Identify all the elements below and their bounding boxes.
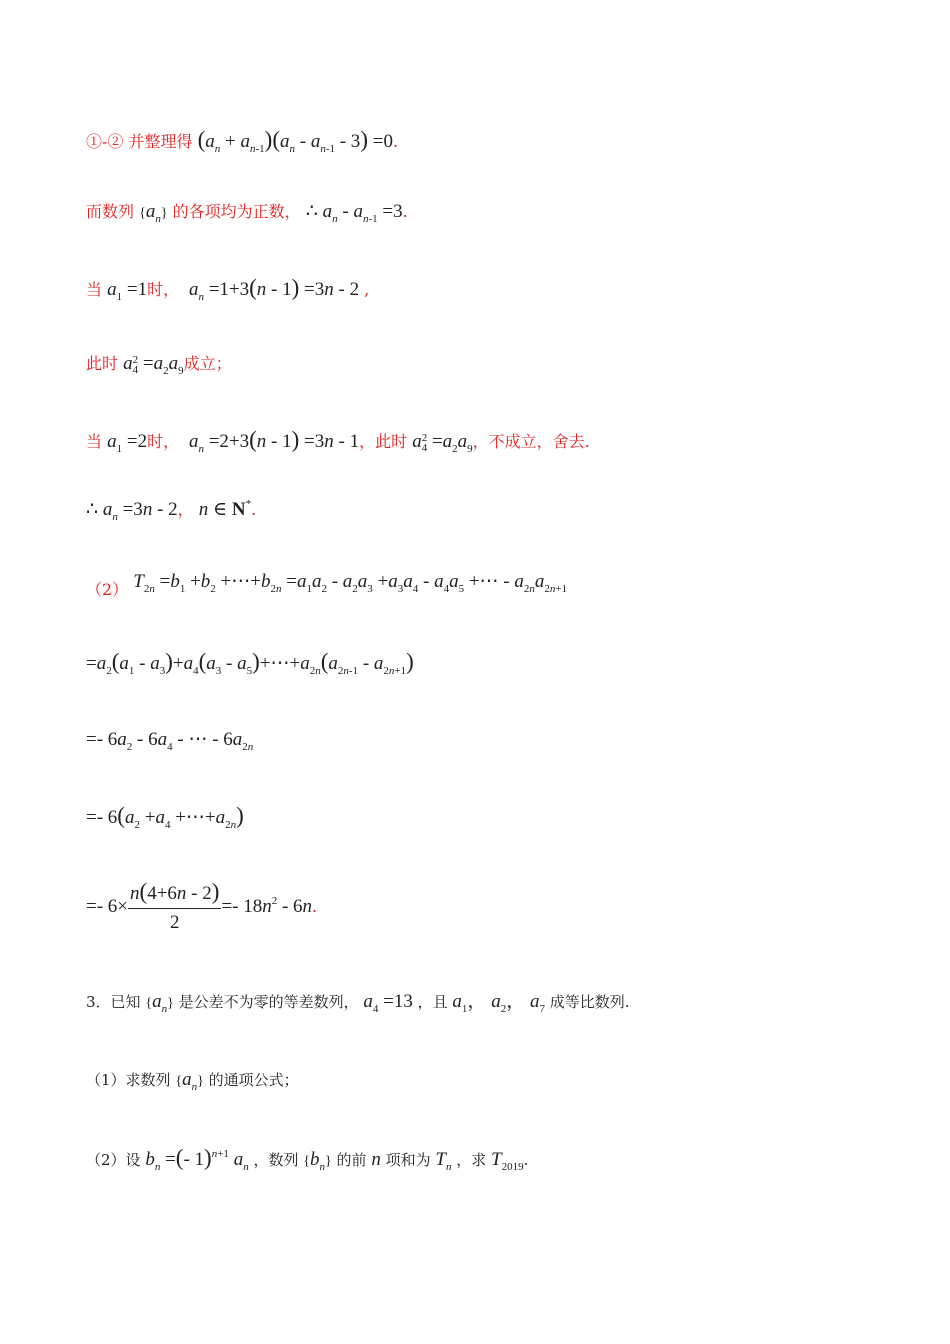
equation: $a_4 =13$ (363, 991, 413, 1015)
derivation-line-10 (86, 804, 244, 832)
sum-T2019: $T_{2019}$ (491, 1149, 524, 1173)
line-text: ，不成立，舍去. (472, 432, 590, 451)
sequence-an: $\{a_n\}$ (175, 1069, 204, 1093)
sum-Tn: $T_n$ (435, 1149, 452, 1173)
problem-text: （1）求数列 (86, 1071, 171, 1089)
sequence-an: $\{a_n\}$ (145, 991, 174, 1015)
equation: a 2 4 $=a_2a_9$ (412, 431, 473, 455)
problem-text: 的通项公式； (208, 1071, 299, 1089)
derivation-line-8 (86, 650, 414, 678)
equation: $(a_n + a_{n-1})(a_n - a_{n-1} - 3) =0$ (197, 127, 393, 155)
problem-3-question-2: （2）设 $b_n$ =(- 1)$^{n+1}$ $a_n$ ，数列 $\{b_n\}$ 的前 n 项和为 $T_n$ ，求 $T_{2019}$. (86, 1145, 529, 1173)
problem-text: ，求 (456, 1151, 487, 1169)
equation: $=a_2(a_1 - a_3)+a_4(a_3$ - $a_5)+\cdots+a_{2n}(a_{2n-1} - a_{2n+1})$ (86, 649, 414, 677)
line-text: 而数列 (86, 202, 135, 221)
line-text: 成立； (183, 354, 232, 373)
line-text: 此时 (86, 354, 119, 373)
equation: $b_n$ =(- 1)$^{n+1}$ $a_n$ (145, 1145, 249, 1173)
equation: a 2 4 $=a_2a_9$ (123, 353, 184, 377)
problem-3-statement (86, 990, 630, 1016)
term-list: $a_1$， $a_2$， $a_7$ (452, 991, 545, 1015)
equation: =- 6× $\frac{n(4+6n - 2)}{2}$ =- $18n^2 - 6n$ (86, 879, 313, 933)
problem-text: ，数列 (253, 1151, 299, 1169)
problem-text: （2）设 (86, 1151, 141, 1169)
derivation-line-5 (86, 428, 590, 456)
equation: ∴ $a_n =3n - 2$ (86, 499, 178, 523)
problem-text: 3．已知 (86, 993, 141, 1011)
problem-text: 项和为 (385, 1151, 431, 1169)
equation: n ∈ N* (198, 498, 252, 520)
equation: $a_n =2+3(n - 1) =3n - 1$ (188, 427, 360, 455)
equation: =- $6(a_2 +a_4$ $+\cdots+a_{2n}$) (86, 803, 244, 831)
derivation-line-7 (86, 571, 568, 604)
problem-3-question-1 (86, 1068, 299, 1094)
sequence-bn: $\{b_n\}$ (303, 1149, 332, 1173)
derivation-line-6: ∴ $a_n =3n - 2$， n ∈ N*. (86, 498, 257, 523)
line-text: 的各项均为正数， (172, 202, 301, 221)
equation: $a_1 =2$ (107, 431, 148, 455)
derivation-line-2: 而数列 $\{a_n\}$ 的各项均为正数， ∴ $a_n - a_{n-1} =3$. (86, 201, 408, 225)
line-text: 当 (86, 432, 103, 451)
problem-text: 是公差不为零的等差数列， (178, 993, 359, 1011)
derivation-line-1: ①-② 并整理得 $(a_n + a_{n-1})(a_n - a_{n-1} - 3) =0$. (86, 127, 399, 155)
equation: $a_n =1+3(n - 1) =3n - 2$ (188, 275, 360, 303)
derivation-line-3: 当 $a_1 =1$时， $a_n =1+3(n - 1) =3n - 2$ , (86, 275, 370, 303)
equation: ∴ $a_n - a_{n-1} =3$ (305, 201, 403, 225)
line-text: 时， (147, 432, 180, 451)
line-text: ，此时 (359, 432, 408, 451)
equation: $T_{2n} =b_1 +b_2$ $+\cdots+b_{2n} =a_1a_2 - a_2a_3 +a_3a_4 - a_4a_5$ +⋯ - $a_{2n}a_{2n+1}$ (133, 571, 568, 595)
line-text: 时， (147, 280, 180, 299)
equation: $a_1 =1$ (107, 279, 148, 303)
derivation-line-9 (86, 728, 253, 754)
variable-n: n (371, 1149, 381, 1170)
sequence-an: $\{a_n\}$ (139, 201, 168, 225)
problem-text: ，且 (417, 993, 448, 1011)
equation: =- $6a_2 - 6a_4$ - ⋯ - $6a_{2n}$ (86, 729, 254, 753)
derivation-line-11: =- 6× $\frac{n(4+6n - 2)}{2}$ =- $18n^2 - 6n$. (86, 879, 318, 933)
derivation-line-4 (86, 352, 232, 378)
problem-text: 成等比数列. (549, 993, 630, 1011)
line-text: ①-② 并整理得 (86, 132, 193, 151)
line-text: 当 (86, 280, 103, 299)
part-label: （2） (86, 580, 129, 599)
problem-text: 的前 (336, 1151, 367, 1169)
